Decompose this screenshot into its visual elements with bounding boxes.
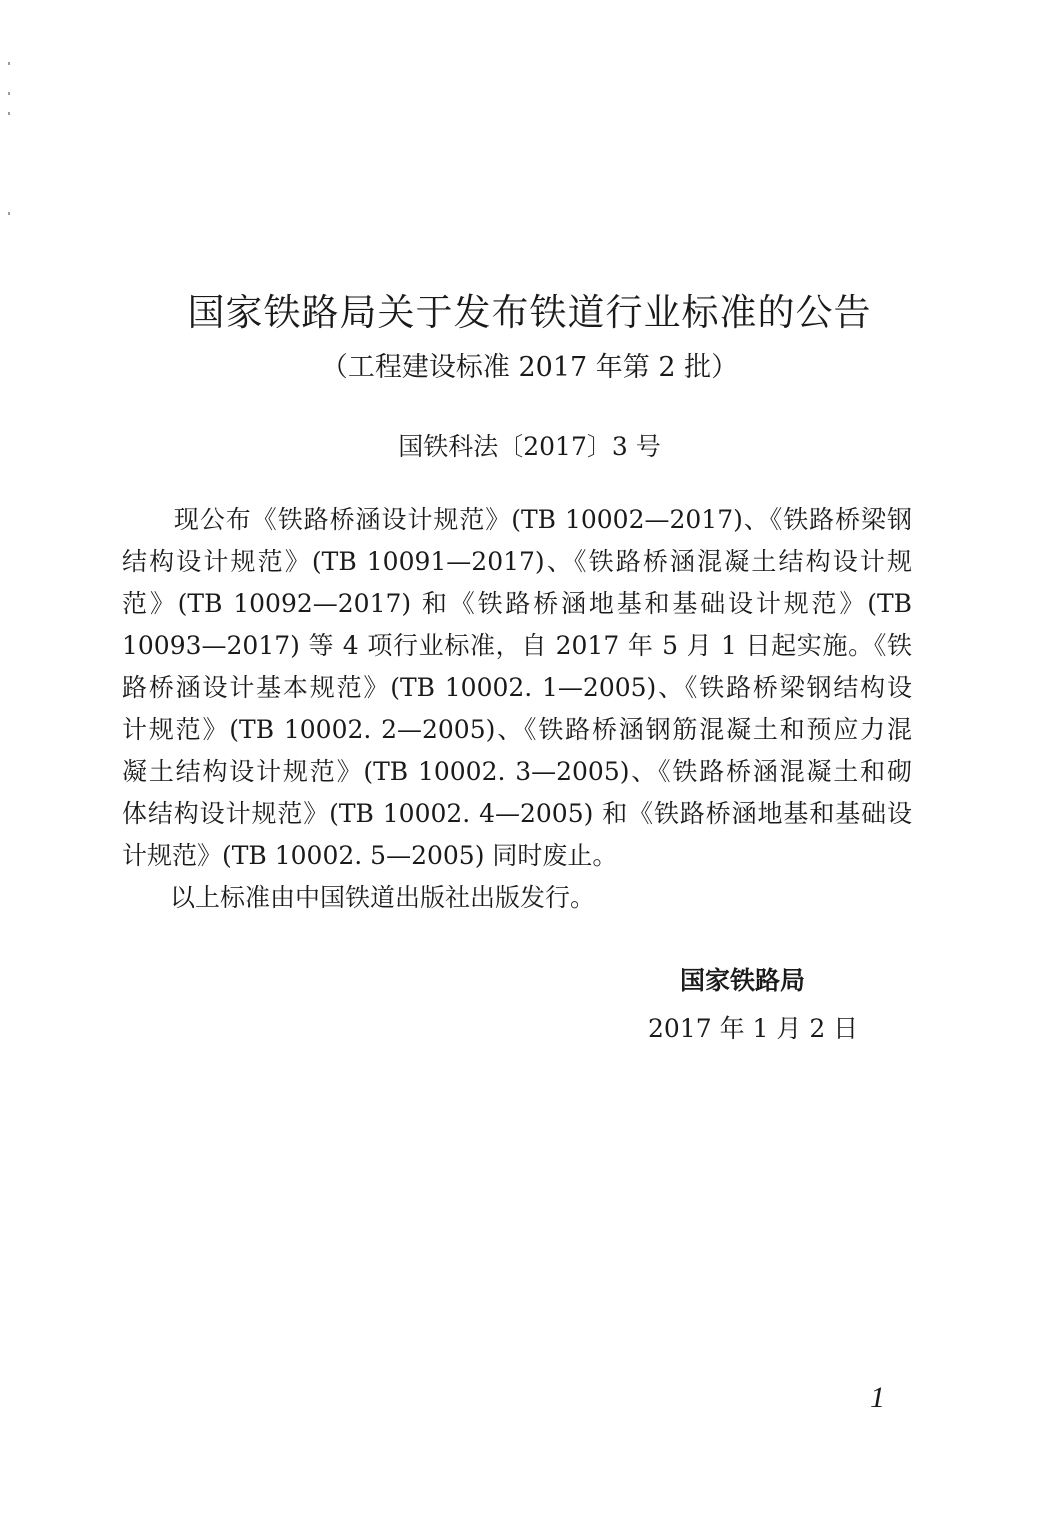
body-line: 现公布《铁路桥涵设计规范》(TB 10002—2017)、《铁路桥梁钢 [122,505,912,534]
issuer-signature: 国家铁路局 [680,966,806,995]
scan-mark [8,112,10,115]
issue-date: 2017 年 1 月 2 日 [648,1014,859,1043]
document-number: 国铁科法〔2017〕3 号 [398,432,661,461]
scan-mark [8,92,10,95]
body-line: 10093—2017) 等 4 项行业标准，自 2017 年 5 月 1 日起实施。《铁 [122,631,912,660]
page-number: 1 [870,1381,885,1414]
body-line: 结构设计规范》(TB 10091—2017)、《铁路桥涵混凝土结构设计规 [122,547,912,576]
closing-line: 以上标准由中国铁道出版社出版发行。 [170,883,596,912]
announcement-title: 国家铁路局关于发布铁道行业标准的公告 [187,291,872,334]
scan-mark [8,212,10,215]
body-line: 体结构设计规范》(TB 10002. 4—2005) 和《铁路桥涵地基和基础设 [122,799,912,828]
announcement-subtitle: （工程建设标准 2017 年第 2 批） [320,352,739,383]
body-line: 计规范》(TB 10002. 2—2005)、《铁路桥涵钢筋混凝土和预应力混 [122,715,912,744]
body-line: 凝土结构设计规范》(TB 10002. 3—2005)、《铁路桥涵混凝土和砌 [122,757,912,786]
body-line: 路桥涵设计基本规范》(TB 10002. 1—2005)、《铁路桥梁钢结构设 [122,673,912,702]
body-line: 范》(TB 10092—2017) 和《铁路桥涵地基和基础设计规范》(TB [122,589,912,618]
body-line: 计规范》(TB 10002. 5—2005) 同时废止。 [122,841,618,870]
scan-mark [8,62,10,65]
